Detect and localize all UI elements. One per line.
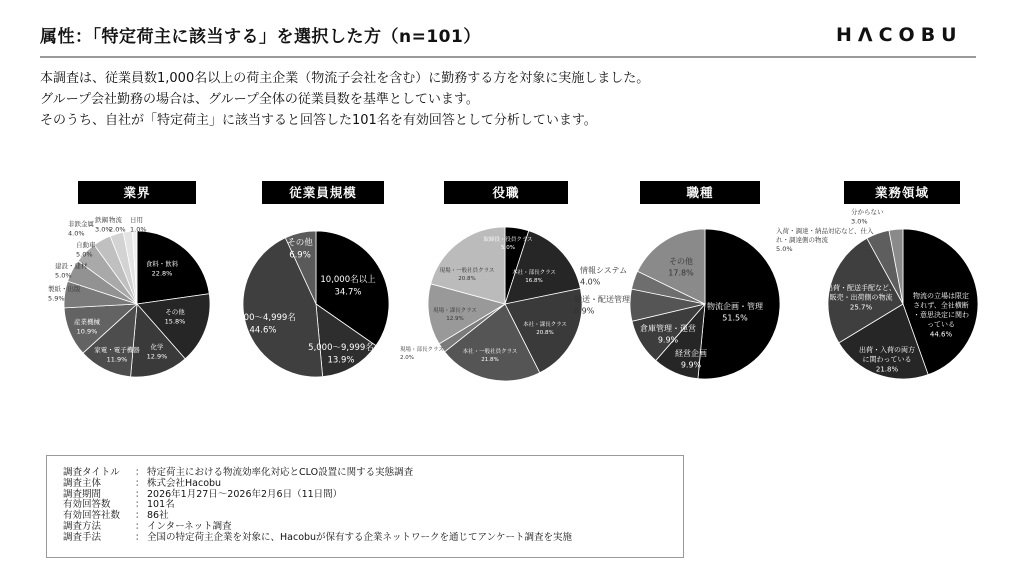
pie-label: 産業機械 10.9% [74, 318, 100, 336]
page-title: 属性：「特定荷主に該当する」を選択した方（n=101） [40, 27, 481, 47]
survey-info-label: 調査手法 [63, 531, 102, 543]
survey-info-row [63, 533, 572, 543]
survey-info-separator: ： [135, 499, 145, 511]
pie-label: 1,000〜4,999名 44.6% [230, 313, 296, 336]
survey-info-value: インターネット調査 [147, 521, 232, 532]
pie-label: 家電・電子機器 11.9% [94, 346, 140, 364]
survey-info-label: 調査方法 [63, 521, 102, 532]
pie-label: その他 17.8% [668, 257, 694, 278]
pie-label: 分からない 3.0% [851, 208, 884, 226]
pie-label: 本社・一般社員クラス 21.8% [462, 349, 518, 363]
pie-label: 現場・一般社員クラス 20.8% [439, 268, 495, 282]
survey-info-value: 101名 [147, 499, 175, 511]
survey-info-separator: ： [135, 477, 145, 489]
pie-label: 物流の立場は限定されず、全社横断・意思決定に関わっている 44.6% [913, 292, 969, 339]
pie-label: 物流企画・管理 51.5% [707, 302, 763, 323]
survey-info-row [63, 500, 175, 510]
pie-label: 日用 1.0% [130, 216, 147, 234]
survey-info-value: 株式会社Hacobu [147, 477, 222, 489]
survey-info-label: 調査主体 [63, 477, 102, 489]
pie-label: その他 6.9% [287, 238, 313, 261]
pie-label: 本社・部長クラス 16.8% [512, 270, 556, 284]
pie-label: 鉄鋼 3.0% [95, 216, 112, 234]
intro-line: 本調査は、従業員数1,000名以上の荷主企業（物流子会社を含む）に勤務する方を対象に実施しました。 [40, 71, 650, 86]
survey-info-row [63, 522, 232, 532]
survey-info-value: 86社 [147, 510, 169, 522]
pie-label: 入荷・調達・納品対応など、仕入れ・調達側の物流 5.0% [776, 227, 874, 254]
pie-label: 出荷・入荷の両方に関わっている 21.8% [859, 346, 915, 374]
hacobu-logo: HΛCOBU [836, 24, 963, 46]
chart-title-job-type: 職種 [640, 181, 760, 204]
pie-label: 物流 2.0% [109, 216, 126, 234]
survey-info-separator: ： [135, 521, 145, 532]
pie-label: 経営企画 9.9% [675, 349, 707, 370]
intro-line: そのうち、自社が「特定荷主」に該当すると回答した101名を有効回答として分析しています。 [40, 113, 597, 128]
pie-label: 製紙・出版 5.9% [48, 285, 81, 303]
pie-label: 5,000〜9,999名 13.9% [308, 343, 374, 366]
pie-label: 10,000名以上 34.7% [320, 275, 376, 298]
pie-label: その他 15.8% [164, 308, 186, 326]
survey-info-separator: ： [135, 510, 145, 522]
survey-info-label: 調査期間 [63, 488, 102, 500]
pie-label: 化学 12.9% [146, 343, 168, 361]
chart-title-company-size: 従業員規模 [262, 181, 384, 204]
survey-info-box [46, 455, 684, 558]
survey-info-label: 有効回答数 [63, 499, 111, 511]
survey-info-separator: ： [135, 488, 145, 500]
chart-title-position: 役職 [444, 181, 568, 204]
pie-label: 現場・課長クラス 12.9% [433, 308, 477, 322]
pie-label: 食料・飲料 22.8% [145, 260, 179, 278]
pie-label: 倉庫管理・運営 9.9% [640, 324, 696, 345]
intro-line: グループ会社勤務の場合は、グループ全体の従業員数を基準としています。 [40, 92, 479, 107]
chart-title-work-area: 業務領域 [844, 181, 960, 204]
survey-info-label: 調査タイトル [63, 467, 120, 478]
pie-label: 輸送・配送管理 6.9% [574, 295, 630, 316]
pie-label: 自動車 5.0% [76, 241, 96, 259]
survey-info-separator: ： [135, 467, 145, 478]
survey-info-value: 2026年1月27日〜2026年2月6日（11日間） [147, 488, 343, 500]
pie-label: 現場・部長クラス 2.0% [400, 347, 444, 361]
survey-info-value: 全国の特定荷主企業を対象に、Hacobuが保有する企業ネットワークを通じてアンケート調査を実施 [147, 531, 572, 543]
survey-info-label: 有効回答社数 [63, 510, 121, 522]
survey-info-row [63, 479, 221, 489]
chart-title-industry: 業界 [78, 181, 196, 204]
survey-info-row [63, 511, 169, 521]
pie-label: 非鉄金属 4.0% [68, 220, 94, 238]
pie-label: 情報システム 4.0% [580, 266, 628, 287]
pie-label: 建設・建材 5.0% [55, 262, 88, 280]
survey-info-separator: ： [135, 531, 145, 543]
survey-info-value: 特定荷主における物流効率化対応とCLO設置に関する実態調査 [147, 467, 414, 478]
pie-label: 出荷・配送手配など、販売・出荷側の物流 25.7% [826, 284, 896, 312]
pie-label: 本社・課長クラス 20.8% [523, 322, 567, 336]
survey-info-row [63, 468, 413, 478]
pie-label: 取締役・役員クラス 5.0% [483, 237, 533, 251]
